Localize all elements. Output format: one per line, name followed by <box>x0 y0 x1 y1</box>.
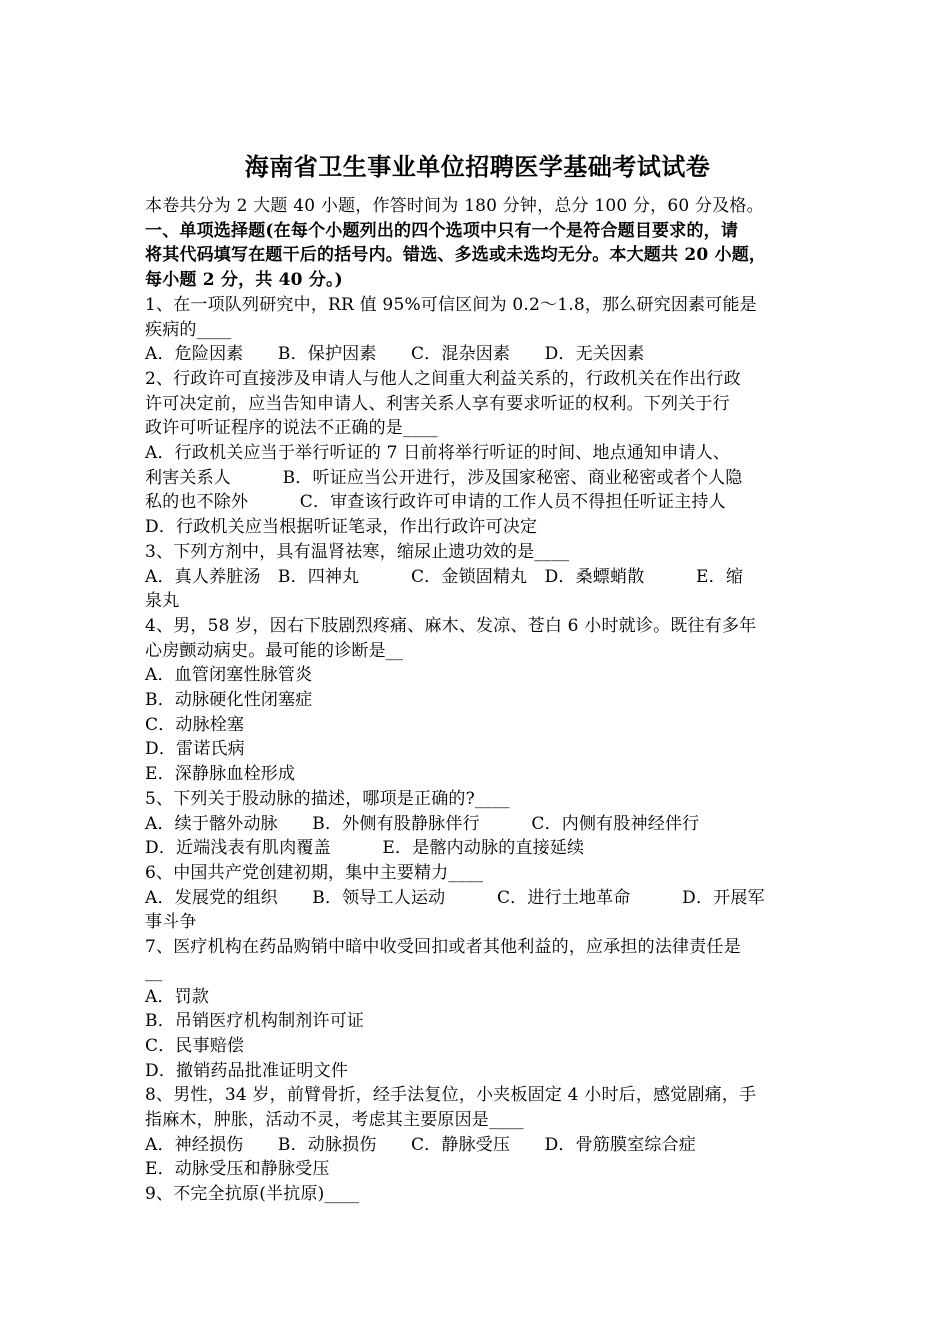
question-7-option: B．吊销医疗机构制剂许可证 <box>145 1011 365 1032</box>
question-4-option: A．血管闭塞性脉管炎 <box>145 665 313 686</box>
question-5-text: 5、下列关于股动脉的描述，哪项是正确的?____ <box>145 788 510 809</box>
question-8-text: 指麻木，肿胀，活动不灵，考虑其主要原因是____ <box>145 1110 524 1131</box>
question-1-text: 1、在一项队列研究中，RR 值 95%可信区间为 0.2～1.8，那么研究因素可能是 <box>145 294 757 315</box>
question-7-text: 7、医疗机构在药品购销中暗中收受回扣或者其他利益的，应承担的法律责任是 <box>145 937 741 958</box>
question-4-option: C．动脉栓塞 <box>145 714 245 735</box>
question-7-option: A．罚款 <box>145 986 210 1007</box>
question-8-text: 8、男性，34 岁，前臂骨折，经手法复位，小夹板固定 4 小时后，感觉剧痛，手 <box>145 1085 757 1106</box>
question-6-options: A．发展党的组织 B．领导工人运动 C．进行土地革命 D．开展军 <box>145 887 765 908</box>
question-5-options: D．近端浅表有肌肉覆盖 E．是髂内动脉的直接延续 <box>145 838 585 859</box>
question-4-option: B．动脉硬化性闭塞症 <box>145 690 313 711</box>
question-9-text: 9、不完全抗原(半抗原)____ <box>145 1184 360 1205</box>
question-7-text: __ <box>145 961 163 982</box>
question-4-text: 4、男，58 岁，因右下肢剧烈疼痛、麻木、发凉、苍白 6 小时就诊。既往有多年 <box>145 615 757 636</box>
question-2-options: A．行政机关应当于举行听证的 7 日前将举行听证的时间、地点通知申请人、 <box>145 443 731 464</box>
question-2-text: 2、行政许可直接涉及申请人与他人之间重大利益关系的，行政机关在作出行政 <box>145 368 741 389</box>
question-3-options: 泉丸 <box>145 591 180 612</box>
question-6-options: 事斗争 <box>145 912 197 933</box>
question-7-option: C．民事赔偿 <box>145 1035 245 1056</box>
section-heading-line: 一、单项选择题(在每个小题列出的四个选项中只有一个是符合题目要求的，请 <box>145 220 739 241</box>
section-heading-line: 将其代码填写在题干后的括号内。错选、多选或未选均无分。本大题共 20 小题， <box>145 245 767 266</box>
exam-page <box>145 150 810 1207</box>
question-2-text: 政许可听证程序的说法不正确的是____ <box>145 418 438 439</box>
question-2-text: 许可决定前，应当告知申请人、利害关系人享有要求听证的权利。下列关于行 <box>145 393 730 414</box>
page-title: 海南省卫生事业单位招聘医学基础考试试卷 <box>244 152 711 181</box>
question-8-options: E．动脉受压和静脉受压 <box>145 1159 330 1180</box>
question-3-options: A．真人养脏汤 B．四神丸 C．金锁固精丸 D．桑螵蛸散 E．缩 <box>145 566 744 587</box>
question-2-options: 私的也不除外 C．审查该行政许可申请的工作人员不得担任听证主持人 <box>145 492 726 513</box>
question-1-text: 疾病的____ <box>145 319 232 340</box>
question-4-option: E．深静脉血栓形成 <box>145 764 296 785</box>
question-4-option: D．雷诺氏病 <box>145 739 245 760</box>
question-2-options: 利害关系人 B．听证应当公开进行，涉及国家秘密、商业秘密或者个人隐 <box>145 467 743 488</box>
question-5-options: A．续于髂外动脉 B．外侧有股静脉伴行 C．内侧有股神经伴行 <box>145 813 700 834</box>
question-3-text: 3、下列方剂中，具有温肾祛寒，缩尿止遗功效的是____ <box>145 541 570 562</box>
question-4-text: 心房颤动病史。最可能的诊断是__ <box>145 640 404 661</box>
question-1-options: A．危险因素 B．保护因素 C．混杂因素 D．无关因素 <box>145 344 645 365</box>
question-6-text: 6、中国共产党创建初期，集中主要精力____ <box>145 862 484 883</box>
question-7-option: D．撤销药品批准证明文件 <box>145 1060 349 1081</box>
section-heading-line: 每小题 2 分，共 40 分。) <box>145 270 343 291</box>
question-8-options: A．神经损伤 B．动脉损伤 C．静脉受压 D．骨筋膜室综合症 <box>145 1134 697 1155</box>
question-2-options: D．行政机关应当根据听证笔录，作出行政许可决定 <box>145 517 538 538</box>
intro-text: 本卷共分为 2 大题 40 小题，作答时间为 180 分钟，总分 100 分，60 分及格。 <box>145 196 764 216</box>
